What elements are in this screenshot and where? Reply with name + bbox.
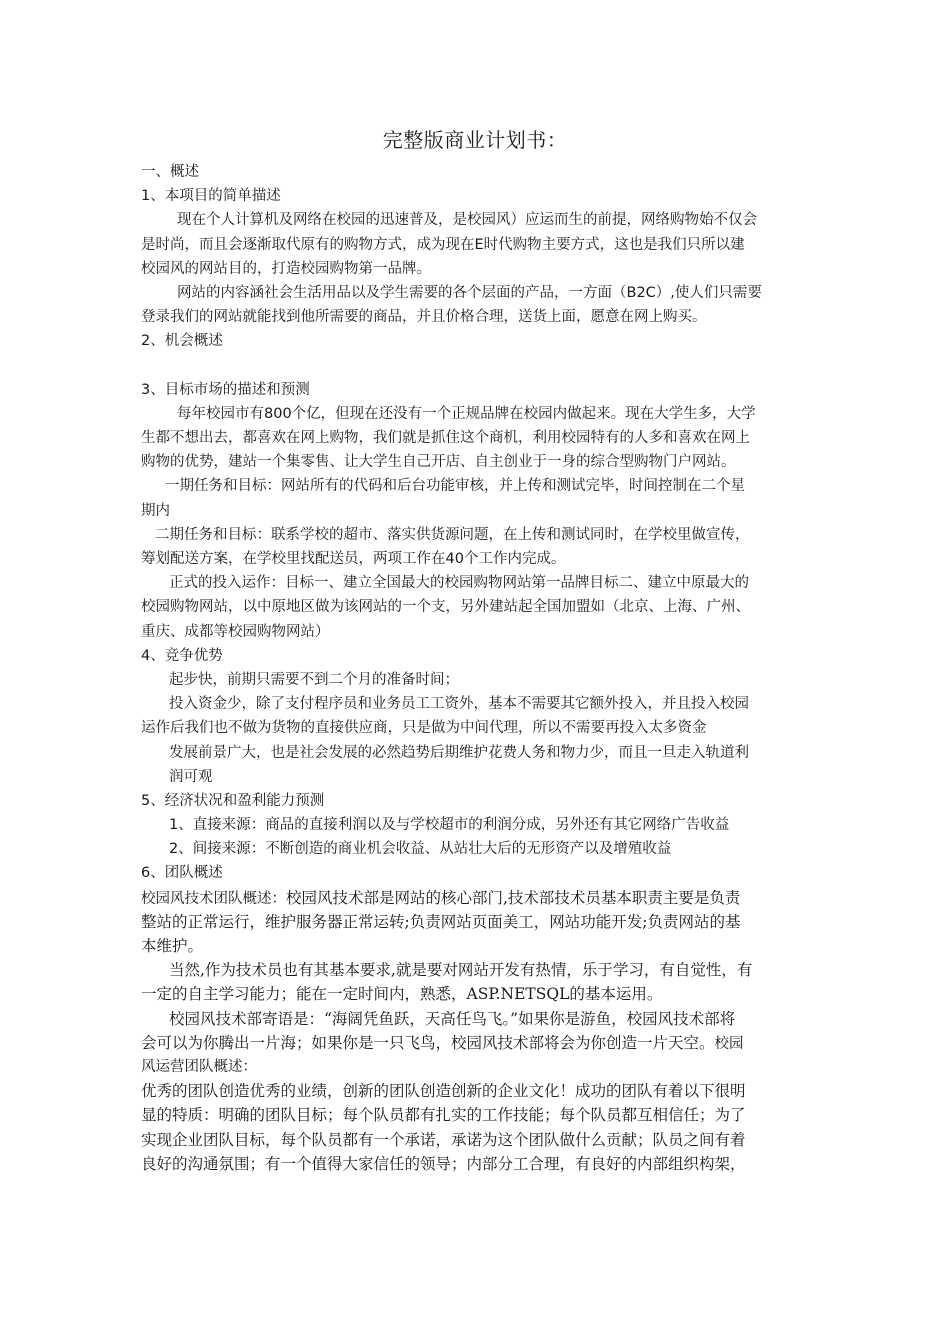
paragraph-line: 起步快，前期只需要不到二个月的准备时间； — [169, 671, 459, 688]
paragraph-line — [141, 1031, 821, 1055]
paragraph-line: 重庆、成都等校园购物网站） — [141, 623, 330, 640]
paragraph-line: 期内 — [141, 502, 170, 519]
paragraph-line: 1、直接来源：商品的直接利润以及与学校超市的利润分成，另外还有其它网络广告收益 — [169, 817, 730, 834]
paragraph-line: 实现企业团队目标，每个队员都有一个承诺，承诺为这个团队做什么贡献；队员之间有着 — [141, 1130, 746, 1149]
paragraph-line: 运作后我们也不做为货物的直接供应商，只是做为中间代理，所以不需要再投入太多资金 — [141, 720, 707, 737]
paragraph-line: 每年校园市有800个亿，但现在还没有一个正规品牌在校园内做起来。现在大学生多，大学 — [177, 405, 756, 422]
paragraph-line: 校园购物网站，以中原地区做为该网站的一个支，另外建站起全国加盟如（北京、上海、广州、 — [141, 599, 750, 616]
team-heading: 风运营团队概述： — [141, 1058, 257, 1075]
document-title: 完整版商业计划书： — [382, 128, 568, 152]
paragraph-line: 是时尚，而且会逐渐取代原有的购物方式，成为现在E时代购物主要方式，这也是我们只所以建 — [141, 236, 745, 253]
paragraph-line: 显的特质：明确的团队目标；每个队员都有扎实的工作技能；每个队员都互相信任；为了 — [141, 1106, 746, 1125]
team-heading: 校园风技术团队概述： — [141, 890, 286, 907]
paragraph-line: 校园风技术部寄语是：“海阔凭鱼跃，天高任鸟飞。”如果你是游鱼，校园风技术部将 — [169, 1009, 736, 1028]
paragraph-line: 网站的内容涵社会生活用品以及学生需要的各个层面的产品，一方面（B2C）,使人们只需要 — [177, 284, 762, 301]
paragraph-line: 一期任务和目标：网站所有的代码和后台功能审核，并上传和测试完毕，时间控制在二个星 — [165, 478, 745, 495]
paragraph-line — [141, 886, 821, 910]
paragraph-line: 2、间接来源：不断创造的商业机会收益、从站壮大后的无形资产以及增殖收益 — [169, 841, 672, 858]
paragraph-line: 现在个人计算机及网络在校园的迅速普及，是校园风）应运而生的前提，网络购物始不仅会 — [177, 212, 757, 229]
subsection-heading: 6、团队概述 — [141, 865, 223, 882]
paragraph-line: 校园风的网站目的，打造校园购物第一品牌。 — [141, 260, 431, 277]
paragraph-line: 筹划配送方案，在学校里找配送员，两项工作在40个工作内完成。 — [141, 551, 566, 567]
paragraph-line: 投入资金少，除了支付程序员和业务员工工资外，基本不需要其它额外投入，并且投入校园 — [169, 696, 749, 713]
section-heading: 一、概述 — [141, 164, 199, 180]
subsection-heading: 3、目标市场的描述和预测 — [141, 381, 310, 398]
paragraph-line: 良好的沟通氛围；有一个值得大家信任的领导；内部分工合理，有良好的内部组织构架， — [141, 1154, 746, 1173]
team-heading: 校园 — [714, 1035, 744, 1052]
paragraph-line: 生都不想出去，都喜欢在网上购物，我们就是抓住这个商机，利用校园特有的人多和喜欢在网上 — [141, 430, 750, 447]
subsection-heading: 4、竞争优势 — [141, 647, 223, 664]
paragraph-line: 当然,作为技术员也有其基本要求,就是要对网站开发有热情，乐于学习，有自觉性，有 — [169, 961, 753, 980]
document-body — [141, 160, 821, 1176]
paragraph-line: 发展前景广大，也是社会发展的必然趋势后期维护花费人务和物力少，而且一旦走入轨道利 — [169, 744, 749, 761]
paragraph-line: 润可观 — [169, 768, 213, 785]
subsection-heading: 5、经济状况和盈利能力预测 — [141, 792, 325, 809]
paragraph-text: 会可以为你腾出一片海；如果你是一只飞鸟，校园风技术部将会为你创造一片天空。 — [141, 1033, 715, 1052]
paragraph-text: 校园风技术部是网站的核心部门,技术部技术员基本职责主要是负责 — [286, 888, 741, 907]
paragraph-line: 购物的优势，建站一个集零售、让大学生自己开店、自主创业于一身的综合型购物门户网站。 — [141, 454, 736, 471]
paragraph-line: 本维护。 — [141, 937, 204, 955]
blank-line — [141, 354, 821, 378]
paragraph-line: 二期任务和目标：联系学校的超市、落实供货源问题，在上传和测试同时，在学校里做宣传， — [155, 526, 750, 543]
paragraph-line: 整站的正常运行，维护服务器正常运转;负责网站页面美工，网站功能开发;负责网站的基 — [141, 912, 741, 931]
paragraph-line: 正式的投入运作：目标一、建立全国最大的校园购物网站第一品牌目标二、建立中原最大的 — [169, 575, 749, 592]
paragraph-line: 一定的自主学习能力；能在一定时间内，熟悉，ASP.NETSQL的基本运用。 — [141, 985, 663, 1004]
subsection-heading: 1、本项目的简单描述 — [141, 188, 281, 205]
subsection-heading: 2、机会概述 — [141, 333, 223, 350]
paragraph-line: 优秀的团队创造优秀的业绩，创新的团队创造创新的企业文化！成功的团队有着以下很明 — [141, 1082, 746, 1101]
paragraph-line: 登录我们的网站就能找到他所需要的商品，并且价格合理，送货上面，愿意在网上购买。 — [141, 309, 707, 326]
